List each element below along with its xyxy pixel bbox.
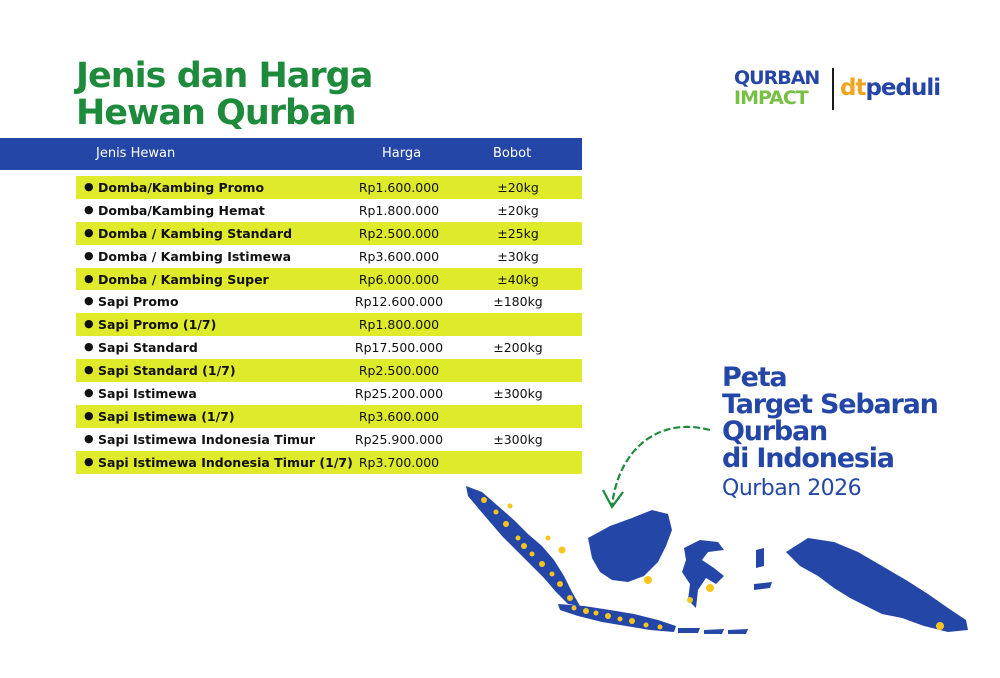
target-dot: [521, 543, 527, 549]
animal-name: Domba/Kambing Promo: [98, 180, 265, 195]
target-dot: [516, 536, 521, 541]
map-title-line-4: di Indonesia: [722, 443, 894, 474]
target-dot: [481, 497, 487, 503]
bullet-icon: ●: [84, 340, 94, 354]
animal-weight: ±300kg: [493, 431, 543, 447]
animal-price: Rp3.700.000: [358, 454, 440, 470]
page-title: [76, 58, 372, 132]
page-title-line-1: Jenis dan Harga: [76, 56, 373, 96]
animal-price: Rp6.000.000: [358, 271, 440, 287]
bullet-icon: ●: [84, 271, 94, 285]
animal-price: Rp17.500.000: [354, 340, 444, 356]
target-dot: [550, 572, 555, 577]
bullet-icon: ●: [84, 363, 94, 377]
table-row: [76, 382, 582, 405]
animal-price: Rp3.600.000: [358, 408, 440, 424]
target-dot: [629, 618, 635, 624]
bullet-icon: ●: [84, 408, 94, 422]
target-dot: [557, 581, 563, 587]
bullet-icon: ●: [84, 454, 94, 468]
animal-name: Sapi Standard (1/7): [98, 363, 236, 379]
table-row: [76, 428, 582, 451]
table-row: [76, 336, 582, 359]
bullet-icon: ●: [84, 180, 94, 193]
target-dot: [658, 625, 663, 630]
target-dot: [706, 584, 714, 592]
target-dot: [508, 504, 513, 509]
animal-name: Sapi Istimewa: [98, 386, 197, 402]
animal-name: Domba / Kambing Standard: [98, 225, 293, 241]
animal-name: Domba / Kambing Istimewa: [98, 248, 292, 264]
target-dot: [618, 617, 623, 622]
target-dot: [594, 611, 599, 616]
dtpeduli-logo: [840, 75, 940, 101]
animal-name: Domba/Kambing Hemat: [98, 202, 265, 218]
header-jenis-hewan: Jenis Hewan: [96, 146, 176, 161]
bullet-icon: ●: [84, 317, 94, 331]
animal-weight: ±20kg: [497, 180, 539, 195]
animal-weight: ±200kg: [493, 340, 543, 356]
map-title-line-2: Target Sebaran: [722, 389, 938, 420]
animal-name: Sapi Standard: [98, 340, 198, 356]
target-dot: [644, 576, 652, 584]
price-table-header: [0, 138, 582, 170]
header-bobot: Bobot: [493, 146, 532, 161]
table-row: [76, 268, 582, 291]
target-dot: [559, 547, 566, 554]
animal-price: Rp2.500.000: [358, 225, 440, 241]
target-dot: [494, 510, 499, 515]
animal-price: Rp2.500.000: [358, 363, 440, 379]
table-row: [76, 245, 582, 268]
target-dot: [539, 561, 545, 567]
bullet-icon: ●: [84, 386, 94, 400]
dtpeduli-logo-dt: dt: [840, 75, 866, 101]
logo-divider: [832, 68, 834, 110]
table-row: [76, 176, 582, 199]
qurban-impact-logo: [734, 68, 826, 110]
table-row: [76, 290, 582, 313]
papua-island: [786, 538, 968, 632]
animal-weight: ±40kg: [497, 271, 539, 287]
animal-name: Sapi Istimewa Indonesia Timur (1/7): [98, 454, 353, 470]
animal-name: Domba / Kambing Super: [98, 271, 269, 287]
kalimantan-island: [588, 510, 672, 582]
animal-price: Rp1.800.000: [358, 317, 440, 333]
table-row: [76, 359, 582, 382]
target-dot: [546, 536, 551, 541]
target-dot: [583, 608, 589, 614]
animal-price: Rp1.600.000: [358, 180, 440, 195]
animal-weight: ±300kg: [493, 386, 543, 402]
bullet-icon: ●: [84, 294, 94, 308]
animal-price: Rp25.200.000: [354, 386, 444, 402]
maluku-islands: [754, 548, 772, 590]
animal-name: Sapi Promo (1/7): [98, 317, 217, 333]
map-subtitle: Qurban 2026: [722, 476, 862, 501]
animal-weight: ±180kg: [493, 294, 543, 310]
target-dot: [530, 552, 535, 557]
page-title-line-2: Hewan Qurban: [76, 93, 356, 133]
animal-price: Rp12.600.000: [354, 294, 444, 310]
animal-weight: ±30kg: [497, 248, 539, 264]
table-row: [76, 451, 582, 474]
animal-weight: ±25kg: [497, 225, 539, 241]
table-row: [76, 313, 582, 336]
table-row: [76, 405, 582, 428]
target-dot: [567, 595, 573, 601]
table-row: [76, 222, 582, 245]
target-dot: [503, 521, 509, 527]
nusa-tenggara-islands: [678, 628, 748, 634]
target-dot: [687, 597, 693, 603]
dtpeduli-logo-peduli: peduli: [865, 75, 941, 101]
table-row: [76, 199, 582, 222]
header-harga: Harga: [382, 146, 422, 161]
target-dot: [572, 606, 577, 611]
map-title-line-3: Qurban: [722, 416, 828, 447]
animal-price: Rp3.600.000: [358, 248, 440, 264]
animal-name: Sapi Istimewa (1/7): [98, 408, 235, 424]
bullet-icon: ●: [84, 248, 94, 262]
target-dot: [936, 622, 944, 630]
animal-name: Sapi Promo: [98, 294, 179, 310]
animal-price: Rp25.900.000: [354, 431, 444, 447]
animal-name: Sapi Istimewa Indonesia Timur: [98, 431, 316, 447]
bullet-icon: ●: [84, 431, 94, 445]
bullet-icon: ●: [84, 202, 94, 216]
animal-price: Rp1.800.000: [358, 202, 440, 218]
map-title-line-1: Peta: [722, 362, 787, 393]
target-dot: [605, 613, 611, 619]
target-dot: [644, 623, 649, 628]
bullet-icon: ●: [84, 225, 94, 239]
animal-weight: ±20kg: [497, 202, 539, 218]
qurban-impact-logo-line-1: QURBAN: [734, 67, 820, 89]
indonesia-map: [462, 480, 974, 660]
qurban-impact-logo-line-2: IMPACT: [734, 87, 808, 109]
price-table-body: [76, 176, 582, 474]
